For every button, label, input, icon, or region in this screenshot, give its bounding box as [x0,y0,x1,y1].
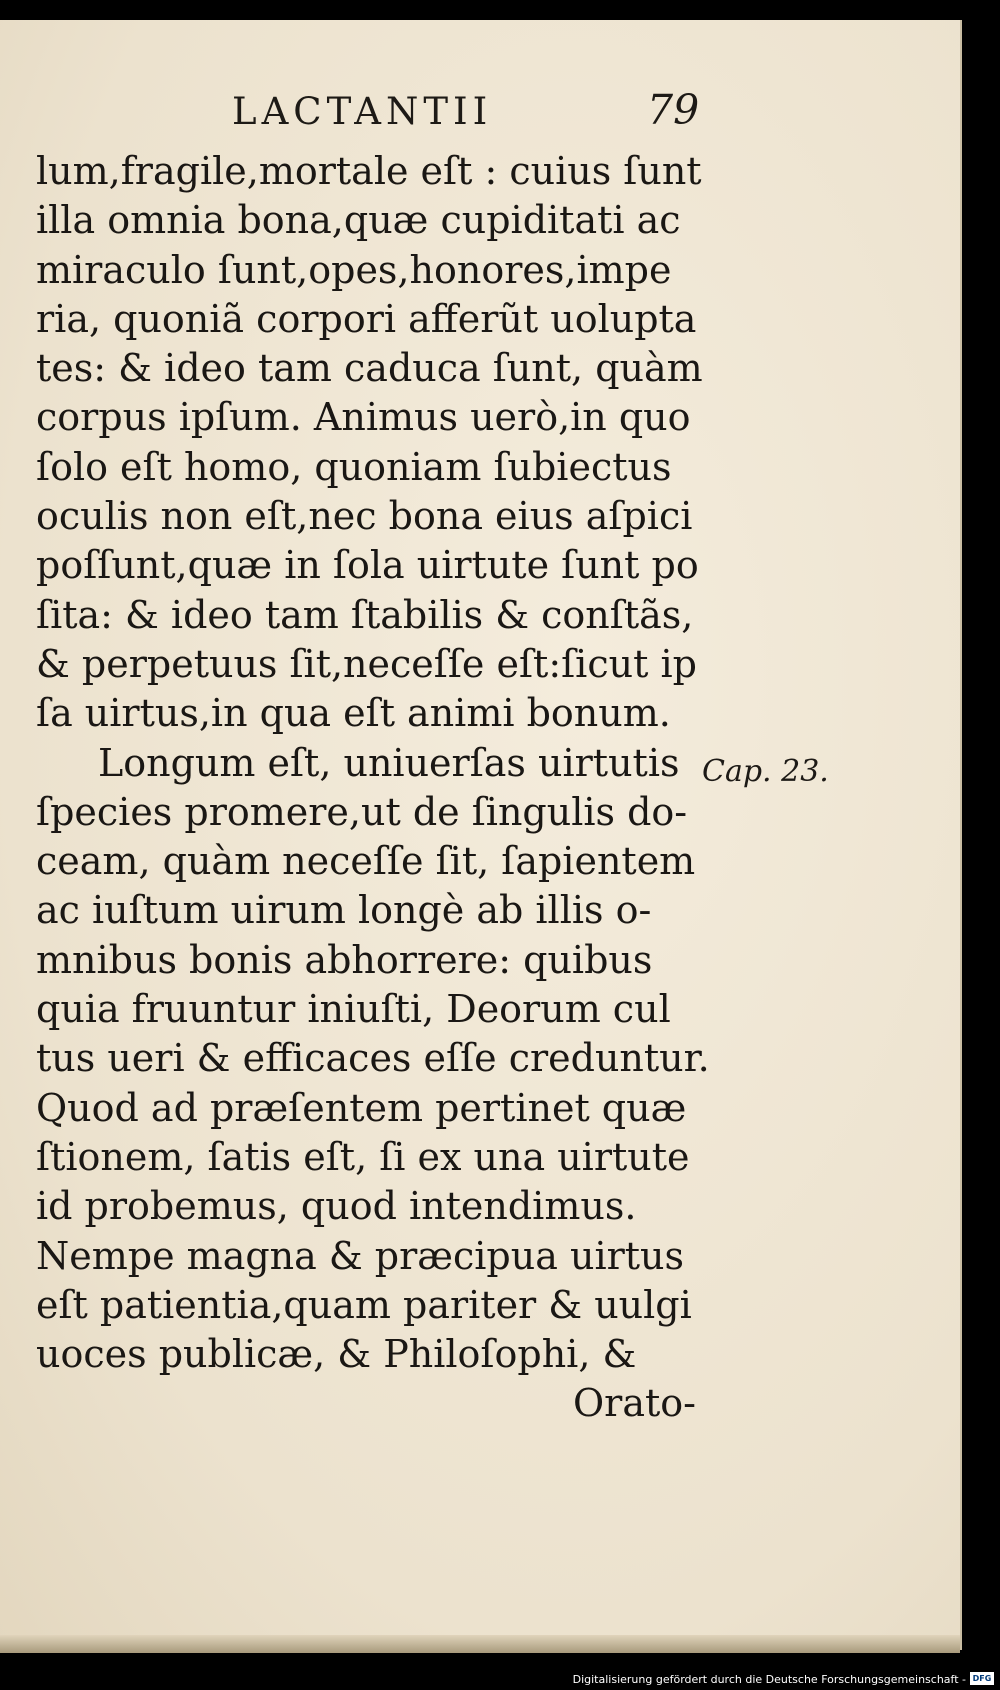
text-line-23: Nempe magna & præcipua uirtus [36,1233,685,1278]
text-line-6: corpus ipſum. Animus uerò,in quo [36,395,691,440]
text-line-5: tes: & ideo tam caduca ſunt, quàm [36,346,703,391]
text-line-18: quia fruuntur iniuſti, Deorum cul [36,987,671,1032]
text-line-12: ſa uirtus,in qua eſt animi bonum. [36,691,671,736]
text-line-20: Quod ad præſentem pertinet quæ [36,1085,687,1130]
text-line-16: ac iuſtum uirum longè ab illis o- [36,888,652,933]
text-line-7: ſolo eſt homo, quoniam ſubiectus [36,444,672,489]
text-line-13-paragraph-start: Longum eſt, uniuerſas uirtutis [98,740,680,785]
text-line-19: tus ueri & efficaces eſſe creduntur. [36,1036,710,1081]
text-line-3: miraculo ſunt,opes,honores,impe [36,247,672,292]
text-line-11: & perpetuus ſit,neceſſe eſt:ſicut ip [36,641,697,686]
digitization-credit: Digitalisierung gefördert durch die Deutsche Forschungsgemeinschaft - [572,1673,966,1686]
text-line-10: ſita: & ideo tam ſtabilis & conſtãs, [36,592,694,637]
marginal-note: Cap. 23. [702,754,829,789]
body-text [36,147,710,1429]
text-line-9: poſſunt,quæ in ſola uirtute ſunt po [36,543,699,588]
page-bottom-edge [0,1635,960,1653]
dfg-logo-icon: DFG [970,1672,994,1685]
page-number: 79 [647,86,700,134]
text-line-25: uoces publicæ, & Philoſophi, & [36,1332,637,1377]
text-line-2: illa omnia bona,quæ cupiditati ac [36,198,681,243]
running-title: LACTANTII [232,90,493,133]
text-line-1: lum,fragile,mortale eſt : cuius ſunt [36,149,702,193]
text-line-22: id probemus, quod intendimus. [36,1184,637,1229]
text-line-14: ſpecies promere,ut de ſingulis do- [36,789,688,834]
text-line-21: ſtionem, ſatis eſt, ſi ex una uirtute [36,1134,690,1179]
text-line-8: oculis non eſt,nec bona eius aſpici [36,494,693,539]
text-line-17: mnibus bonis abhorrere: quibus [36,937,653,982]
text-line-15: ceam, quàm neceſſe ſit, ſapientem [36,839,696,884]
catchword: Orato- [573,1381,696,1426]
text-line-24: eſt patientia,quam pariter & uulgi [36,1282,692,1327]
text-line-4: ria, quoniã corpori afferũt uolupta [36,296,697,341]
